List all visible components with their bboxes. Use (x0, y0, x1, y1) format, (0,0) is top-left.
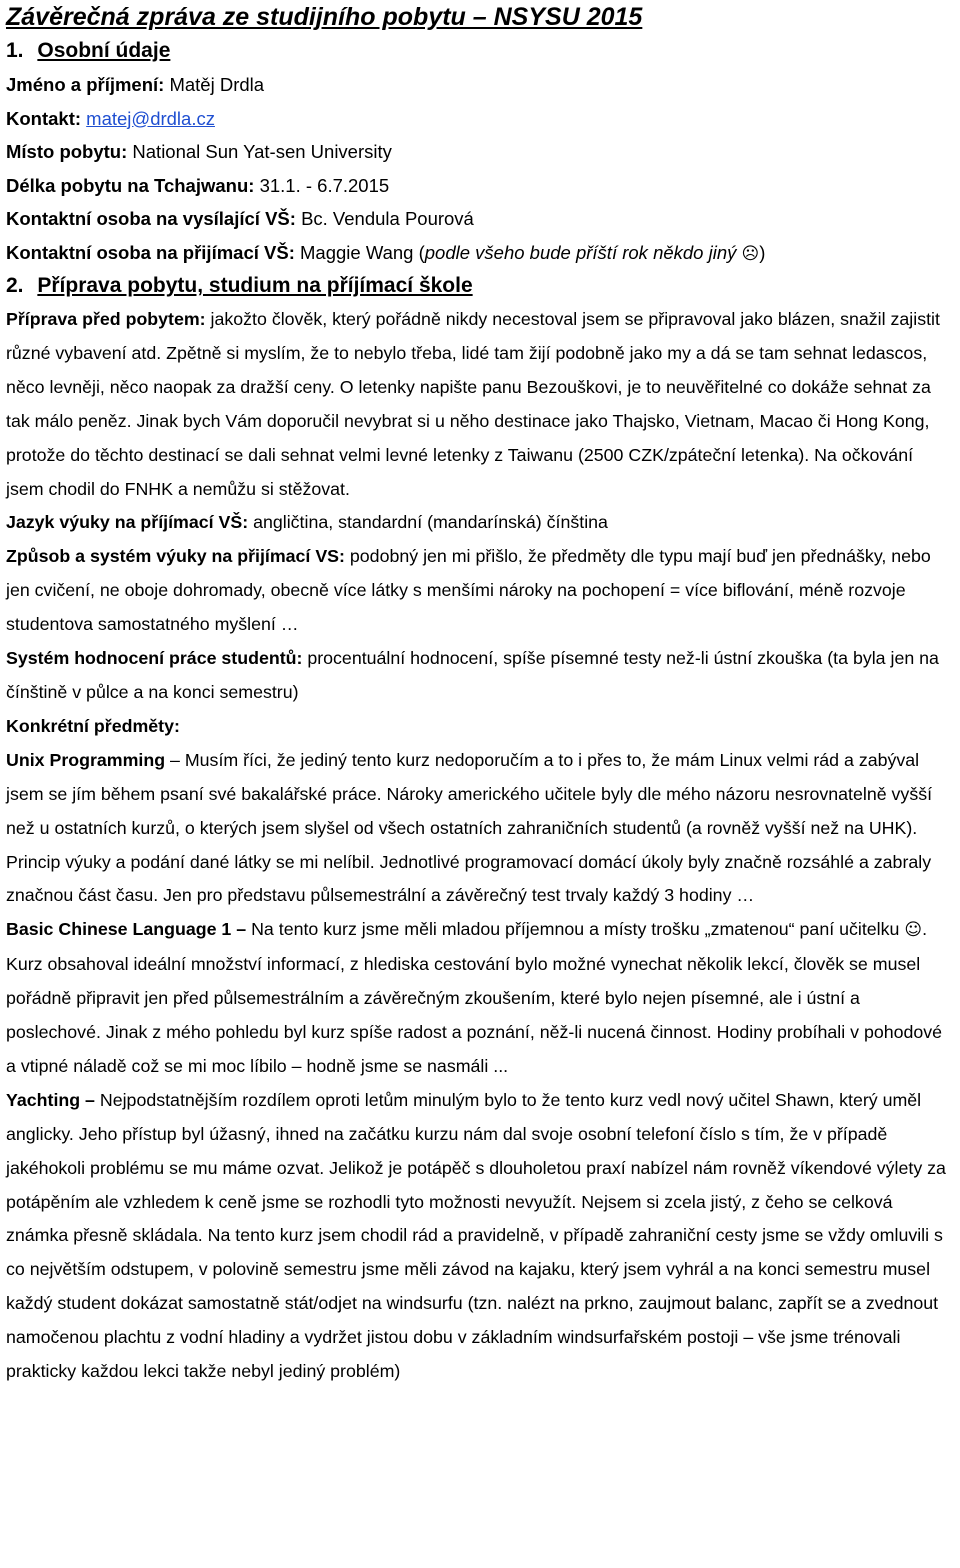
section-title: Příprava pobytu, studium na příjímací škole (37, 274, 473, 297)
field-label: Kontaktní osoba na vysílající VŠ: (6, 208, 296, 229)
section-number: 1. (6, 39, 24, 62)
paragraph-label: Příprava před pobytem: (6, 309, 206, 329)
paragraph-text: – Musím říci, že jediný tento kurz nedoporučím a to i přes to, že mám Linux velmi rád a zabýval jsem se jím během psaní své bakalářské práce. Nároky amerického učitele byly dle mého názoru nesrovnatelně vyšší než u ostatních kurzů, o kterých jsem slyšel od všech ostatních zahraničních studentů (a rovněž vyšší než na UHK). Princip výuky a podání dané látky se mi nelíbil. Jednotlivé programovací domácí úkoly byly značně rozsáhlé a zabraly značnou část času. Jen pro představu půlsemestrální a závěrečný test trvaly každý 3 hodiny … (6, 749, 933, 906)
field-label: Jméno a příjmení: (6, 74, 165, 95)
section-2-heading (6, 269, 954, 303)
field-label: Kontakt: (6, 107, 82, 129)
section-number: 2. (6, 274, 24, 297)
paragraph-text: angličtina, standardní (mandarínská) čínština (248, 512, 608, 533)
sad-face-icon: ☹ (741, 243, 760, 264)
personal-receiving-contact-row (6, 236, 954, 270)
paragraph-text: procentuální hodnocení, spíše písemné testy než-li ústní zkouška (ta byla jen na čínštině v půlce a na konci semestru) (6, 648, 939, 702)
field-value: Maggie Wang ( (300, 241, 425, 263)
paragraph-text: podobný jen mi přišlo, že předměty dle typu mají buď jen přednášky, nebo jen cvičení, ne oboje dohromady, obecně více látky s menšími nároky na pochopení = více biflování, méně rozvoje studentova samostatného myšlení … (6, 546, 931, 635)
yachting-course-paragraph (6, 1084, 954, 1389)
paragraph-text: jakožto člověk, který pořádně nikdy necestoval jsem se připravoval jako blázen, snažil zajistit různé vybavení atd. Zpětně si myslím, že to nebylo třeba, lidé tam žijí podobně jako my a dá se tam sehnat ledascos, něco levněji, něco naopak za dražší ceny. O letenky napište panu Bezouškovi, je to neuvěřitelné co dokáže sehnat za tak málo peněz. Jinak bych Vám doporučil nevybrat si u něho destinace jako Thajsko, Vietnam, Macao či Hong Kong, protože do těchto destinací se dali sehnat velmi levné letenky z Taiwanu (2500 CZK/zpáteční letenka). Na očkování jsem chodil do FNHK a nemůžu si stěžovat. (6, 309, 940, 499)
paragraph-label: Způsob a systém výuky na přijímací VS: (6, 546, 345, 567)
paragraph-text: Nejpodstatnějším rozdílem oproti letům minulým bylo to že tento kurz vedl nový učitel Shawn, který uměl anglicky. Jeho přístup byl úžasný, ihned na začátku kurzu nám dal svoje osobní telefoní číslo s tím, že v případě jakéhokoli problému se mu máme ozvat. Jelikož je potápěč s dlouholetou praxí nabízel nám rovněž víkendové výlety za potápěním ale vzhledem k ceně jsme se rozhodli tyto možnosti nevyužít. Nejsem si zcela jistý, z čeho se celková známka přesně skládala. Na tento kurz jsem chodil rád a pravidelně, v případě zahraniční cesty jsme se vždy omluvili s co největším odstupem, v polovině semestru jsme měli závod na kajaku, který jsem vyhrál a na konci semestru musel každý student dokázat samostatně stát/odjet na windsurfu (tzn. nalézt na prkno, zaujmout balanc, zapřít se a zvednout namočenou plachtu z vodní hladiny a vydržet jistou dobu v základním windsurfařském postoji – vše jsme trénovali prakticky každou lekci takže nebyl jediný problém) (6, 1089, 946, 1382)
field-value: Matěj Drdla (169, 74, 265, 95)
field-label: Místo pobytu: (6, 141, 128, 162)
language-paragraph (6, 506, 954, 540)
personal-sending-contact-row (6, 202, 954, 236)
subjects-heading (6, 710, 954, 744)
smiley-icon: ☺ (904, 920, 923, 941)
paragraph-label: Systém hodnocení práce studentů: (6, 648, 303, 669)
paragraph-label: Jazyk výuky na příjímací VŠ: (6, 512, 249, 533)
field-label: Kontaktní osoba na přijímací VŠ: (6, 241, 295, 263)
field-value-note: podle všeho bude příští rok někdo jiný (424, 241, 742, 263)
preparation-paragraph (6, 303, 954, 506)
paragraph-text-continued: . Kurz obsahoval ideální množství informací, z hlediska cestování bylo možné vynechat několik lekcí, člověk se musel pořádně připravit jen před půlsemestrálním a závěrečným zkoušením, které bylo nejen písemné, ale i ústní a poslechové. Jinak z mého pohledu byl kurz spíše radost a poznání, něž-li nucená činnost. Hodiny probíhali v pohodové a vtipné náladě což se mi moc líbilo – hodně jsme se nasmáli ... (6, 919, 943, 1076)
chinese-course-paragraph (6, 913, 954, 1084)
document-title: Závěrečná zpráva ze studijního pobytu – NSYSU 2015 (6, 3, 643, 31)
field-value-end: ) (759, 241, 766, 263)
paragraph-text: Na tento kurz jsme měli mladou příjemnou a místy trošku „zmatenou“ paní učitelku (246, 919, 905, 940)
field-value: 31.1. - 6.7.2015 (259, 174, 390, 196)
field-label: Délka pobytu na Tchajwanu: (6, 174, 255, 196)
course-name: Yachting – (6, 1089, 95, 1110)
section-title: Osobní údaje (37, 39, 171, 62)
section-1-heading (6, 34, 954, 68)
paragraph-label: Konkrétní předměty: (6, 715, 180, 736)
course-name: Basic Chinese Language 1 – (6, 919, 247, 940)
field-value: National Sun Yat-sen University (132, 141, 392, 162)
email-link[interactable]: matej@drdla.cz (86, 107, 215, 129)
grading-paragraph (6, 642, 954, 710)
field-value: Bc. Vendula Pourová (301, 208, 474, 229)
personal-contact-row (6, 102, 954, 136)
unix-course-paragraph (6, 744, 954, 914)
personal-duration-row (6, 169, 954, 203)
personal-place-row (6, 135, 954, 169)
teaching-method-paragraph (6, 540, 954, 642)
course-name: Unix Programming (6, 749, 166, 770)
personal-name-row (6, 68, 954, 102)
